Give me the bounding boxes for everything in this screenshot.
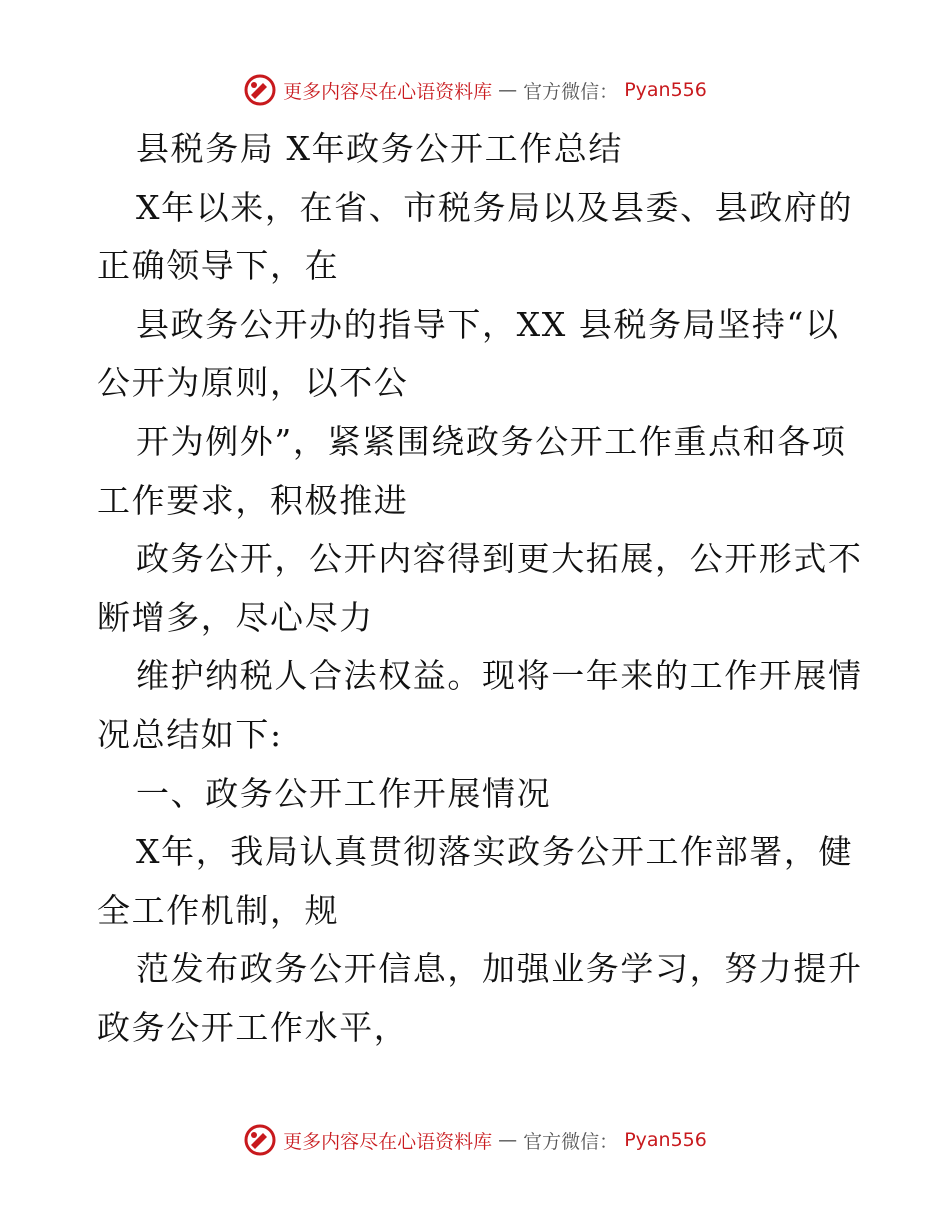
document-body [97,120,867,1058]
paragraph-line: 政务公开，公开内容得到更大拓展，公开形式不 [136,539,863,579]
watermark-wechat-label: 官方微信： [523,80,619,103]
paragraph-line: 况总结如下: [97,714,283,754]
paragraph-line: 断增多，尽心尽力 [97,597,374,637]
document-title: 县税务局 X年政务公开工作总结 [136,129,623,168]
paragraph-line: 公开为原则，以不公 [97,363,409,403]
paragraph-line: 开为例外”，紧紧围绕政务公开工作重点和各项 [136,421,847,461]
paragraph-line: 县政务公开办的指导下，XX 县税务局坚持“以 [136,304,840,344]
watermark-wechat-id: Pyan556 [624,1129,707,1151]
watermark-wechat-label: 官方微信： [523,1130,619,1153]
paragraph-line: 政务公开工作水平， [97,1007,409,1047]
paragraph-line: 全工作机制，规 [97,890,340,930]
section-heading: 一、政务公开工作开展情况 [136,773,552,813]
watermark-separator: — [498,1129,518,1151]
watermark-separator: — [498,79,518,101]
paragraph-line: 维护纳税人合法权益。现将一年来的工作开展情 [136,656,863,696]
brand-logo-icon [243,73,277,107]
watermark-wechat-id: Pyan556 [624,79,707,101]
paragraph-line: X年以来，在省、市税务局以及县委、县政府的 [136,187,854,227]
paragraph-line: X年，我局认真贯彻落实政务公开工作部署，健 [136,832,854,872]
brand-logo-icon [243,1123,277,1157]
header-watermark [0,70,950,110]
watermark-main-text: 更多内容尽在心语资料库 [283,80,493,103]
footer-watermark [0,1120,950,1160]
watermark-main-text: 更多内容尽在心语资料库 [283,1130,493,1153]
paragraph-line: 范发布政务公开信息，加强业务学习，努力提升 [136,949,863,989]
paragraph-line: 工作要求，积极推进 [97,480,409,520]
paragraph-line: 正确领导下，在 [97,246,340,286]
